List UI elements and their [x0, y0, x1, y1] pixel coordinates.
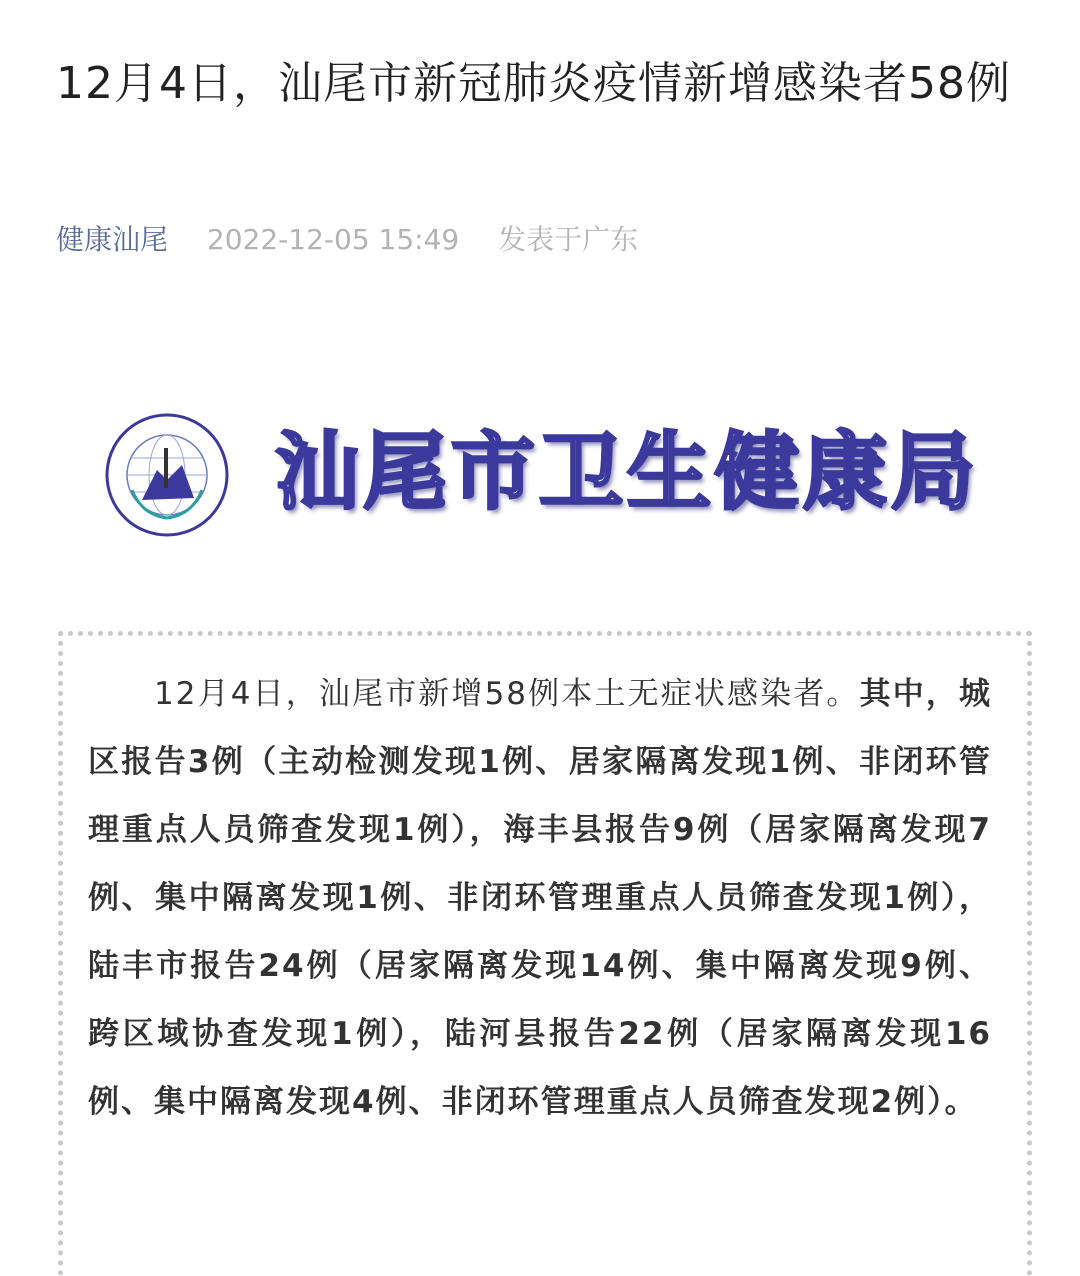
- bureau-banner-image: [90, 370, 990, 570]
- article-paragraph: [88, 660, 992, 1136]
- bureau-seal-icon: [102, 410, 232, 540]
- article-title: 12月4日，汕尾市新冠肺炎疫情新增感染者58例: [56, 58, 1011, 109]
- detail-sentence: 其中，城区报告3例（主动检测发现1例、居家隔离发现1例、非闭环管理重点人员筛查发现1例），海丰县报告9例（居家隔离发现7例、集中隔离发现1例、非闭环管理重点人员筛查发现1例），陆丰市报告24例（居家隔离发现14例、集中隔离发现9例、跨区域协查发现1例），陆河县报告22例（居家隔离发现16例、集中隔离发现4例、非闭环管理重点人员筛查发现2例）。: [88, 676, 992, 1120]
- lead-sentence: 12月4日，汕尾市新增58例本土无症状感染者。: [154, 676, 860, 712]
- author-link[interactable]: 健康汕尾: [56, 223, 169, 256]
- publish-location: 发表于广东: [498, 223, 639, 256]
- article-meta: [56, 218, 638, 258]
- bureau-logo-text: 汕尾市卫生健康局: [275, 422, 980, 521]
- publish-date: 2022-12-05 15:49: [206, 223, 460, 256]
